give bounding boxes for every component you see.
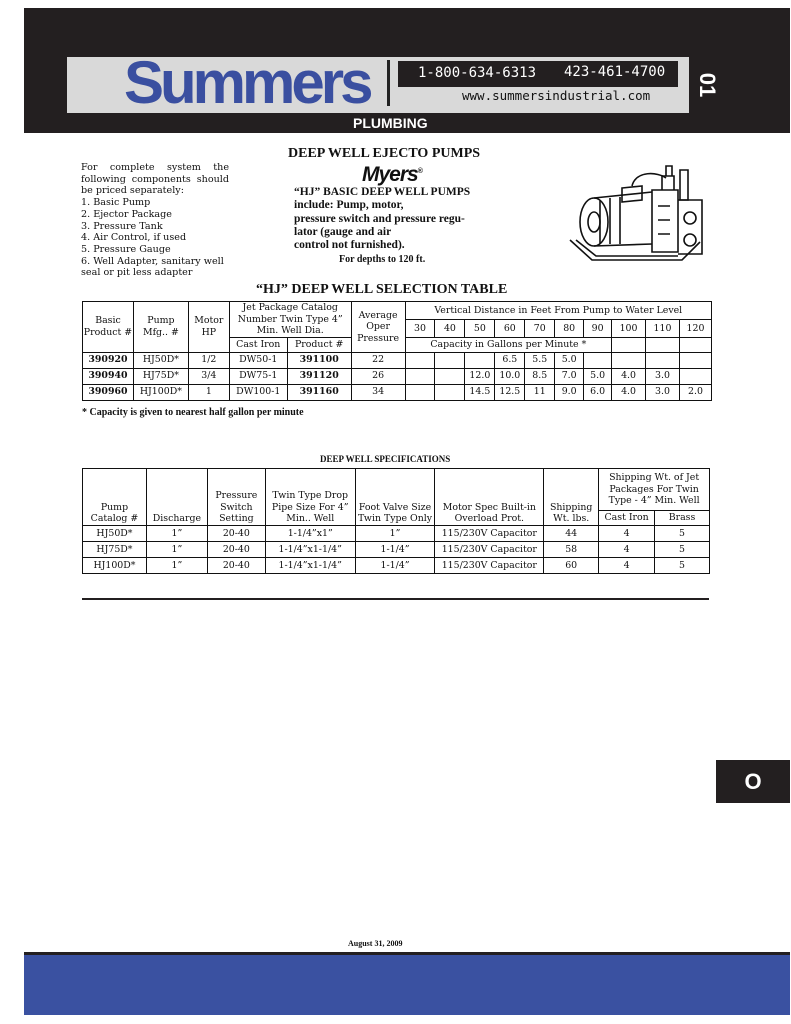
table-cell: 4.0 [612,384,646,400]
table-cell: 3.0 [646,384,680,400]
table-cell: HJ100D* [83,558,147,574]
col-header-vertical: Vertical Distance in Feet From Pump to Water Level [405,302,711,320]
brand-name: Myers [362,163,418,186]
col-header-product: Product # [287,337,351,352]
distance-header: 120 [679,319,711,337]
product-title: DEEP WELL EJECTO PUMPS [288,146,481,161]
table-cell: 60 [544,558,599,574]
table-cell: HJ75D* [83,542,147,558]
jet-pump-illustration [562,160,712,272]
table-cell: 7.0 [555,368,584,384]
distance-header: 90 [584,319,612,337]
table-cell: 4 [599,542,655,558]
table-cell: 9.0 [555,384,584,400]
table-cell [405,352,435,368]
col-header-cast-iron: Cast Iron [599,511,655,526]
summers-logo: Summers [124,49,370,116]
table-cell: 8.5 [525,368,555,384]
table-cell: 20-40 [207,542,265,558]
table-cell: 20-40 [207,526,265,542]
col-header-discharge: Discharge [146,469,207,526]
table-cell [679,368,711,384]
table-cell: 6.5 [495,352,525,368]
distance-header: 30 [405,319,435,337]
table-cell: 4 [599,526,655,542]
table-cell [405,368,435,384]
phone-tollfree: 1-800-634-6313 [418,65,537,81]
col-header-foot-valve: Foot Valve Size Twin Type Only [355,469,435,526]
col-header-shipping: Shipping Wt. lbs. [544,469,599,526]
col-header-jet-pkg: Shipping Wt. of Jet Packages For Twin Type - 4” Min. Well [599,469,710,511]
footer-band [24,955,790,1015]
spec-table [82,468,710,574]
table-cell [679,352,711,368]
table-row [83,526,710,542]
table-cell: 11 [525,384,555,400]
distance-header: 80 [555,319,584,337]
table-cell: 1-1/4”x1-1/4” [265,542,355,558]
distance-header: 60 [495,319,525,337]
table-cell [584,352,612,368]
table-cell: 1-1/4”x1” [265,526,355,542]
depth-note: For depths to 120 ft. [339,254,426,265]
capacity-footnote: * Capacity is given to nearest half gallon per minute [82,407,304,418]
table-cell: 5.0 [555,352,584,368]
table-cell: 44 [544,526,599,542]
desc-line: include: Pump, motor, [294,199,404,212]
table-cell [405,384,435,400]
section-label: PLUMBING [353,115,428,131]
table-cell: 1” [146,526,207,542]
table-cell: 5 [655,526,710,542]
col-header-jet: Jet Package Catalog Number Twin Type 4” Min. Well Dia. [229,302,351,338]
table-cell: 34 [351,384,405,400]
table-cell: 1-1/4” [355,542,435,558]
table-cell: HJ50D* [83,526,147,542]
col-header-pump: Pump Mfg.. # [133,302,188,353]
table-cell: 390940 [83,368,134,384]
table-cell: DW75-1 [229,368,287,384]
distance-header: 100 [612,319,646,337]
selection-table [82,301,712,401]
table-row [83,558,710,574]
header-row [83,469,710,511]
col-header-drop-pipe: Twin Type Drop Pipe Size For 4” Min.. Well [265,469,355,526]
table-cell: 6.0 [584,384,612,400]
table-cell: 391100 [287,352,351,368]
table-cell: 3.0 [646,368,680,384]
table-cell: DW50-1 [229,352,287,368]
table-cell: 2.0 [679,384,711,400]
col-header-basic: Basic Product # [83,302,134,353]
table-cell: 115/230V Capacitor [435,558,544,574]
table-cell: 22 [351,352,405,368]
table-cell: 10.0 [495,368,525,384]
distance-header: 110 [646,319,680,337]
table-cell: 1 [188,384,229,400]
table-cell: HJ75D* [133,368,188,384]
table-row [83,352,712,368]
header-row [83,302,712,320]
col-header-capacity: Capacity in Gallons per Minute * [405,337,612,352]
list-item: 1. Basic Pump [81,197,151,209]
col-header-pressure-switch: Pressure Switch Setting [207,469,265,526]
table-cell: 115/230V Capacitor [435,526,544,542]
product-description [294,186,470,252]
col-header-cast-iron: Cast Iron [229,337,287,352]
phone-local: 423-461-4700 [564,64,666,80]
table-cell [646,352,680,368]
table-cell: 5 [655,542,710,558]
table-cell [646,337,680,352]
footer-date: August 31, 2009 [348,939,403,948]
table-cell: 20-40 [207,558,265,574]
table-cell [679,337,711,352]
desc-line: lator (gauge and air [294,225,392,238]
section-tab: O [716,760,790,803]
distance-header: 70 [525,319,555,337]
table-cell: HJ100D* [133,384,188,400]
table-cell [612,337,646,352]
table-row [83,368,712,384]
spec-table-title: DEEP WELL SPECIFICATIONS [320,454,451,464]
list-item: 4. Air Control, if used [81,232,187,244]
table-cell: 1-1/4” [355,558,435,574]
table-cell [435,352,465,368]
table-cell: 5 [655,558,710,574]
table-cell [612,352,646,368]
desc-line: pressure switch and pressure regu- [294,212,465,225]
col-header-catalog: Pump Catalog # [83,469,147,526]
list-item: 3. Pressure Tank [81,220,163,232]
desc-line: “HJ” BASIC DEEP WELL PUMPS [294,186,471,198]
col-header-motor: Motor Spec Built-in Overload Prot. [435,469,544,526]
col-header-pressure: Average Oper Pressure [351,302,405,353]
list-item: seal or pit less adapter [81,267,193,279]
col-header-brass: Brass [655,511,710,526]
list-item: 5. Pressure Gauge [81,243,171,255]
registered-mark: ® [417,168,422,175]
logo-divider [387,60,390,106]
table-cell: 391120 [287,368,351,384]
table-row [83,542,710,558]
table-cell: 1” [146,542,207,558]
table-cell: 1-1/4”x1-1/4” [265,558,355,574]
website-link[interactable]: www.summersindustrial.com [462,88,651,103]
col-header-hp: Motor HP [188,302,229,353]
table-cell [465,352,495,368]
table-cell: DW100-1 [229,384,287,400]
table-cell: HJ50D* [133,352,188,368]
distance-header: 50 [465,319,495,337]
table-cell: 115/230V Capacitor [435,542,544,558]
components-list [81,162,229,279]
page-tab: 01 [695,72,720,98]
table-cell [435,368,465,384]
myers-logo [362,163,422,187]
list-item: 6. Well Adapter, sanitary well [81,255,224,267]
table-cell: 390960 [83,384,134,400]
table-cell: 58 [544,542,599,558]
distance-header: 40 [435,319,465,337]
list-item: 2. Ejector Package [81,208,172,220]
table-cell: 12.5 [495,384,525,400]
table-row [83,384,712,400]
table-cell: 5.0 [584,368,612,384]
table-cell: 391160 [287,384,351,400]
components-intro: For complete system the following components should be priced separately: [81,162,229,197]
table-cell: 390920 [83,352,134,368]
table-cell: 5.5 [525,352,555,368]
table-cell: 4 [599,558,655,574]
selection-table-title: “HJ” DEEP WELL SELECTION TABLE [256,282,508,297]
table-cell: 1” [146,558,207,574]
table-cell: 4.0 [612,368,646,384]
desc-line: control not furnished). [294,239,405,252]
table-cell [435,384,465,400]
table-cell: 14.5 [465,384,495,400]
table-cell: 12.0 [465,368,495,384]
table-cell: 26 [351,368,405,384]
table-cell: 3/4 [188,368,229,384]
table-cell: 1” [355,526,435,542]
table-cell: 1/2 [188,352,229,368]
section-divider [82,598,709,600]
